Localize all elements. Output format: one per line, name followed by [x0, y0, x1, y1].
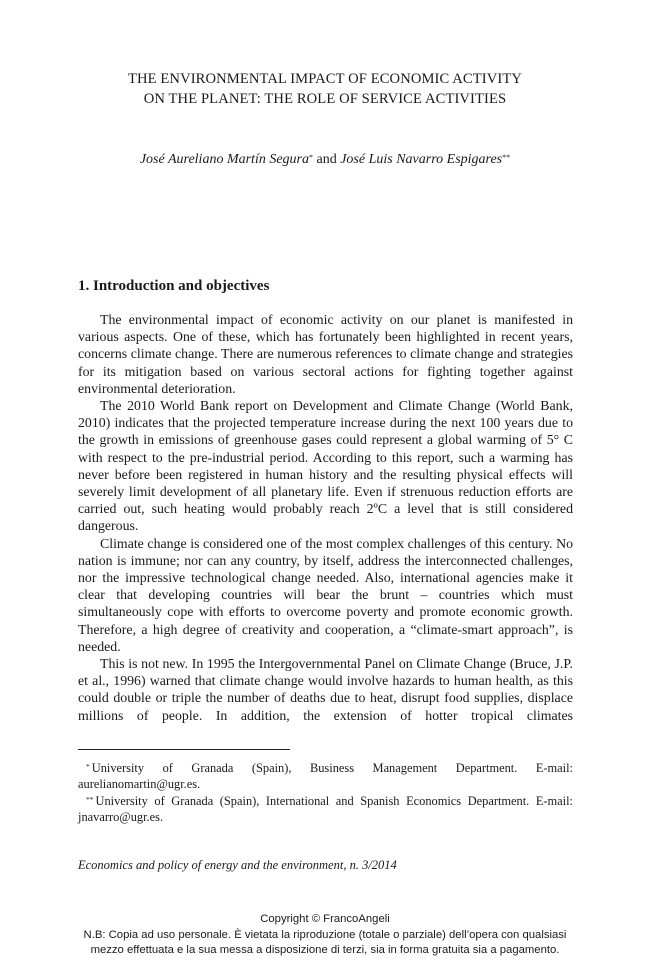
paragraph: The 2010 World Bank report on Development and Climate Change (World Bank, 2010) indicates that the projected temperature increase during the next 100 years due to the growth in emissions of greenhouse gases could represent a global warming of 5° C with respect to the pre-industrial period. According to this report, such a warming has never before been registered in human history and the resulting physical effects will severely limit development of all planetary life. Even if strenuous reduction efforts are carried out, such heating would probably reach 2ºC a level that is still considered dangerous.	[78, 398, 573, 534]
footnotes	[78, 760, 573, 826]
author-1: José Aureliano Martín Segura	[139, 152, 309, 167]
copyright-notice	[0, 912, 650, 959]
paper-title	[60, 69, 590, 109]
author-joiner: and	[313, 152, 341, 167]
title-line-2: ON THE PLANET: THE ROLE OF SERVICE ACTIVITIES	[143, 91, 507, 107]
footnote-1-mark: *	[86, 762, 90, 771]
paragraph: The environmental impact of economic activity on our planet is manifested in various aspects. One of these, which has fortunately been highlighted in recent years, concerns climate change. There are numerous references to climate change and strategies for its mitigation based on various sectoral actions for fighting together against environmental deterioration.	[78, 312, 573, 396]
paragraph: This is not new. In 1995 the Intergovernmental Panel on Climate Change (Bruce, J.P. et al., 1996) warned that climate change would involve hazards to human health, as this could double or triple the number of deaths due to heat, disrupt food supplies, displace millions of people. In addition, the extension of hotter tropical climates	[78, 656, 573, 723]
footnote-1	[78, 760, 573, 792]
footnote-1-text: University of Granada (Spain), Business Management Department. E-mail: aurelianomartin@ugr.es.	[78, 761, 573, 791]
body-text	[78, 311, 573, 724]
author-2-footnote-mark: **	[502, 153, 511, 162]
notice-line-1: N.B: Copia ad uso personale. È vietata la riproduzione (totale o parziale) dell’opera con qualsiasi	[83, 928, 567, 941]
title-line-1: THE ENVIRONMENTAL IMPACT OF ECONOMIC ACTIVITY	[128, 71, 522, 87]
notice-line-2: mezzo effettuata e la sua messa a disposizione di terzi, sia in forma gratuita sia a pagamento.	[90, 944, 560, 956]
section-heading: 1. Introduction and objectives	[78, 278, 270, 294]
footnote-separator	[78, 749, 290, 750]
paragraph: Climate change is considered one of the most complex challenges of this century. No nation is immune; nor can any country, by itself, address the interconnected challenges, nor the impressive technological change needed. Also, international agencies make it clear that developing countries will bear the brunt – countries which must simultaneously cope with efforts to overcome poverty and promote economic growth. Therefore, a high degree of creativity and cooperation, a “climate-smart approach”, is needed.	[78, 535, 573, 654]
copyright-line: Copyright © FrancoAngeli	[260, 913, 390, 925]
footnote-2-mark: **	[86, 795, 94, 804]
footnote-2-text: University of Granada (Spain), International and Spanish Economics Department. E-mail: jnavarro@ugr.es.	[78, 794, 573, 824]
journal-citation: Economics and policy of energy and the environment, n. 3/2014	[78, 858, 397, 872]
author-2: José Luis Navarro Espigares	[340, 152, 503, 167]
footnote-2	[78, 793, 573, 825]
author-1-footnote-mark: *	[309, 153, 313, 162]
author-line	[60, 151, 590, 169]
